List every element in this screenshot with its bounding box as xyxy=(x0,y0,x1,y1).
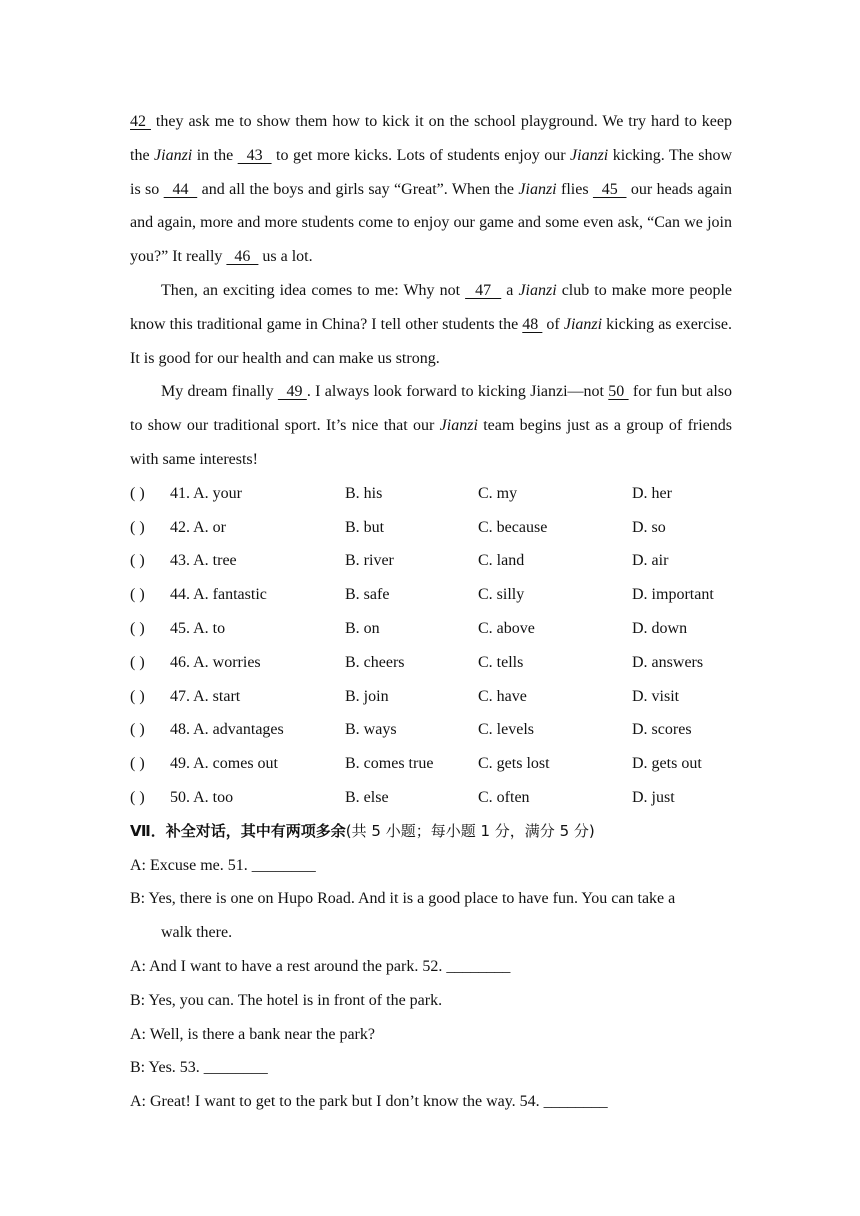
option-d: D. scores xyxy=(632,721,692,739)
blank-50: 50 xyxy=(608,383,629,401)
dialogue-line: B: Yes. 53. ________ xyxy=(130,1059,268,1077)
passage-paragraph-3 xyxy=(130,375,732,476)
answer-bracket: ( ) xyxy=(130,484,145,502)
option-b: B. on xyxy=(345,619,380,637)
jianzi-term: Jianzi xyxy=(563,315,603,333)
option-d: D. answers xyxy=(632,653,704,671)
passage-text: . I always look forward to kicking Jianzi—not xyxy=(306,383,609,401)
option-d: D. so xyxy=(632,518,666,536)
question-row xyxy=(130,511,732,545)
dialogue xyxy=(130,849,732,1119)
option-c: C. often xyxy=(478,788,530,806)
option-c: C. have xyxy=(478,687,527,705)
section-score-note: (共 5 小题；每小题 1 分，满分 5 分) xyxy=(345,821,595,840)
question-row xyxy=(130,477,732,511)
dialogue-line: A: Great! I want to get to the park but I don’t know the way. 54. ________ xyxy=(130,1093,608,1111)
passage-text: kicking as exercise. It is good for our health and can make us strong. xyxy=(130,315,733,367)
passage-text: flies xyxy=(556,180,593,198)
option-a: 46. A. worries xyxy=(170,653,261,671)
blank-49: 49 xyxy=(277,383,307,401)
passage-text: team begins just as a group of friends with same interests! xyxy=(130,417,733,468)
option-c: C. above xyxy=(478,619,535,637)
question-row xyxy=(130,544,732,578)
option-b: B. his xyxy=(345,484,383,502)
passage-text: club to make more people know this traditional game in China? I tell other students the xyxy=(130,281,733,333)
option-b: B. safe xyxy=(345,586,390,604)
question-row xyxy=(130,713,732,747)
passage-text: us a lot. xyxy=(258,248,313,266)
passage-paragraph-2 xyxy=(130,274,732,375)
option-a: 43. A. tree xyxy=(170,552,237,570)
passage-text: kicking. The show is so xyxy=(130,146,733,198)
option-c: C. gets lost xyxy=(478,755,550,773)
answer-bracket: ( ) xyxy=(130,619,145,637)
option-b: B. cheers xyxy=(345,653,405,671)
answer-bracket: ( ) xyxy=(130,721,145,739)
option-a: 45. A. to xyxy=(170,619,226,637)
passage-text: of xyxy=(542,315,564,333)
option-d: D. down xyxy=(632,619,688,637)
jianzi-term: Jianzi xyxy=(439,417,478,435)
option-d: D. visit xyxy=(632,687,680,705)
passage-text: My dream finally xyxy=(161,383,278,401)
option-c: C. levels xyxy=(478,721,534,739)
option-a: 47. A. start xyxy=(170,687,241,705)
dialogue-line: A: Well, is there a bank near the park? xyxy=(130,1025,375,1043)
jianzi-term: Jianzi xyxy=(518,180,557,198)
dialogue-line: A: And I want to have a rest around the park. 52. ________ xyxy=(130,957,511,975)
option-d: D. important xyxy=(632,586,714,604)
question-row xyxy=(130,646,732,680)
blank-45: 45 xyxy=(592,180,627,198)
option-c: C. land xyxy=(478,552,525,570)
answer-bracket: ( ) xyxy=(130,788,145,806)
answer-bracket: ( ) xyxy=(130,755,145,773)
option-a: 49. A. comes out xyxy=(170,755,278,773)
question-list xyxy=(130,477,732,815)
answer-bracket: ( ) xyxy=(130,586,145,604)
answer-bracket: ( ) xyxy=(130,687,145,705)
option-a: 48. A. advantages xyxy=(170,721,284,739)
passage-text: Then, an exciting idea comes to me: Why not xyxy=(161,281,466,299)
option-a: 44. A. fantastic xyxy=(170,586,267,604)
option-c: C. because xyxy=(478,518,548,536)
question-row xyxy=(130,747,732,781)
answer-bracket: ( ) xyxy=(130,552,145,570)
passage-text: in the xyxy=(192,146,238,164)
option-b: B. but xyxy=(345,518,385,536)
option-b: B. ways xyxy=(345,721,397,739)
jianzi-term: Jianzi xyxy=(570,146,609,164)
blank-44: 44 xyxy=(163,180,198,198)
option-b: B. join xyxy=(345,687,389,705)
blank-43: 43 xyxy=(237,146,272,164)
option-c: C. silly xyxy=(478,586,525,604)
option-d: D. just xyxy=(632,788,675,806)
blank-42: 42 xyxy=(130,113,151,130)
document-page xyxy=(130,105,732,1119)
option-a: 41. A. your xyxy=(170,484,242,502)
question-row xyxy=(130,680,732,714)
option-c: C. tells xyxy=(478,653,524,671)
question-row xyxy=(130,781,732,815)
question-row xyxy=(130,612,732,646)
option-d: D. air xyxy=(632,552,669,570)
option-a: 50. A. too xyxy=(170,788,234,806)
section-heading xyxy=(130,815,732,849)
dialogue-line-continued: walk there. xyxy=(161,924,233,942)
question-row xyxy=(130,578,732,612)
dialogue-line: A: Excuse me. 51. ________ xyxy=(130,856,316,874)
blank-48: 48 xyxy=(522,315,543,333)
passage-text: a xyxy=(501,281,519,299)
option-b: B. river xyxy=(345,552,394,570)
option-b: B. else xyxy=(345,788,389,806)
option-b: B. comes true xyxy=(345,755,434,773)
jianzi-term: Jianzi xyxy=(154,146,193,164)
passage-text: for fun but also to show our traditional sport. It’s nice that our xyxy=(130,383,733,435)
option-d: D. gets out xyxy=(632,755,702,773)
passage-text: and all the boys and girls say “Great”. When the xyxy=(197,180,519,198)
option-d: D. her xyxy=(632,484,672,502)
dialogue-line: B: Yes, there is one on Hupo Road. And it is a good place to have fun. You can take a xyxy=(130,890,676,908)
jianzi-term: Jianzi xyxy=(518,281,557,299)
passage-text: our heads again and again, more and more students come to enjoy our game and some even ask, “Can we join you?” It really xyxy=(130,180,733,266)
answer-bracket: ( ) xyxy=(130,518,145,536)
blank-46: 46 xyxy=(226,248,259,266)
section-title: Ⅶ．补全对话，其中有两项多余 xyxy=(130,821,346,840)
dialogue-line: B: Yes, you can. The hotel is in front of the park. xyxy=(130,991,443,1009)
passage-text: they ask me to show them how to kick it on the school playground. We try hard to keep the xyxy=(130,113,732,164)
option-c: C. my xyxy=(478,484,518,502)
answer-bracket: ( ) xyxy=(130,653,145,671)
blank-47: 47 xyxy=(465,281,502,299)
passage-text: to get more kicks. Lots of students enjoy our xyxy=(271,146,571,164)
passage-paragraph-1 xyxy=(130,105,732,274)
option-a: 42. A. or xyxy=(170,518,226,536)
